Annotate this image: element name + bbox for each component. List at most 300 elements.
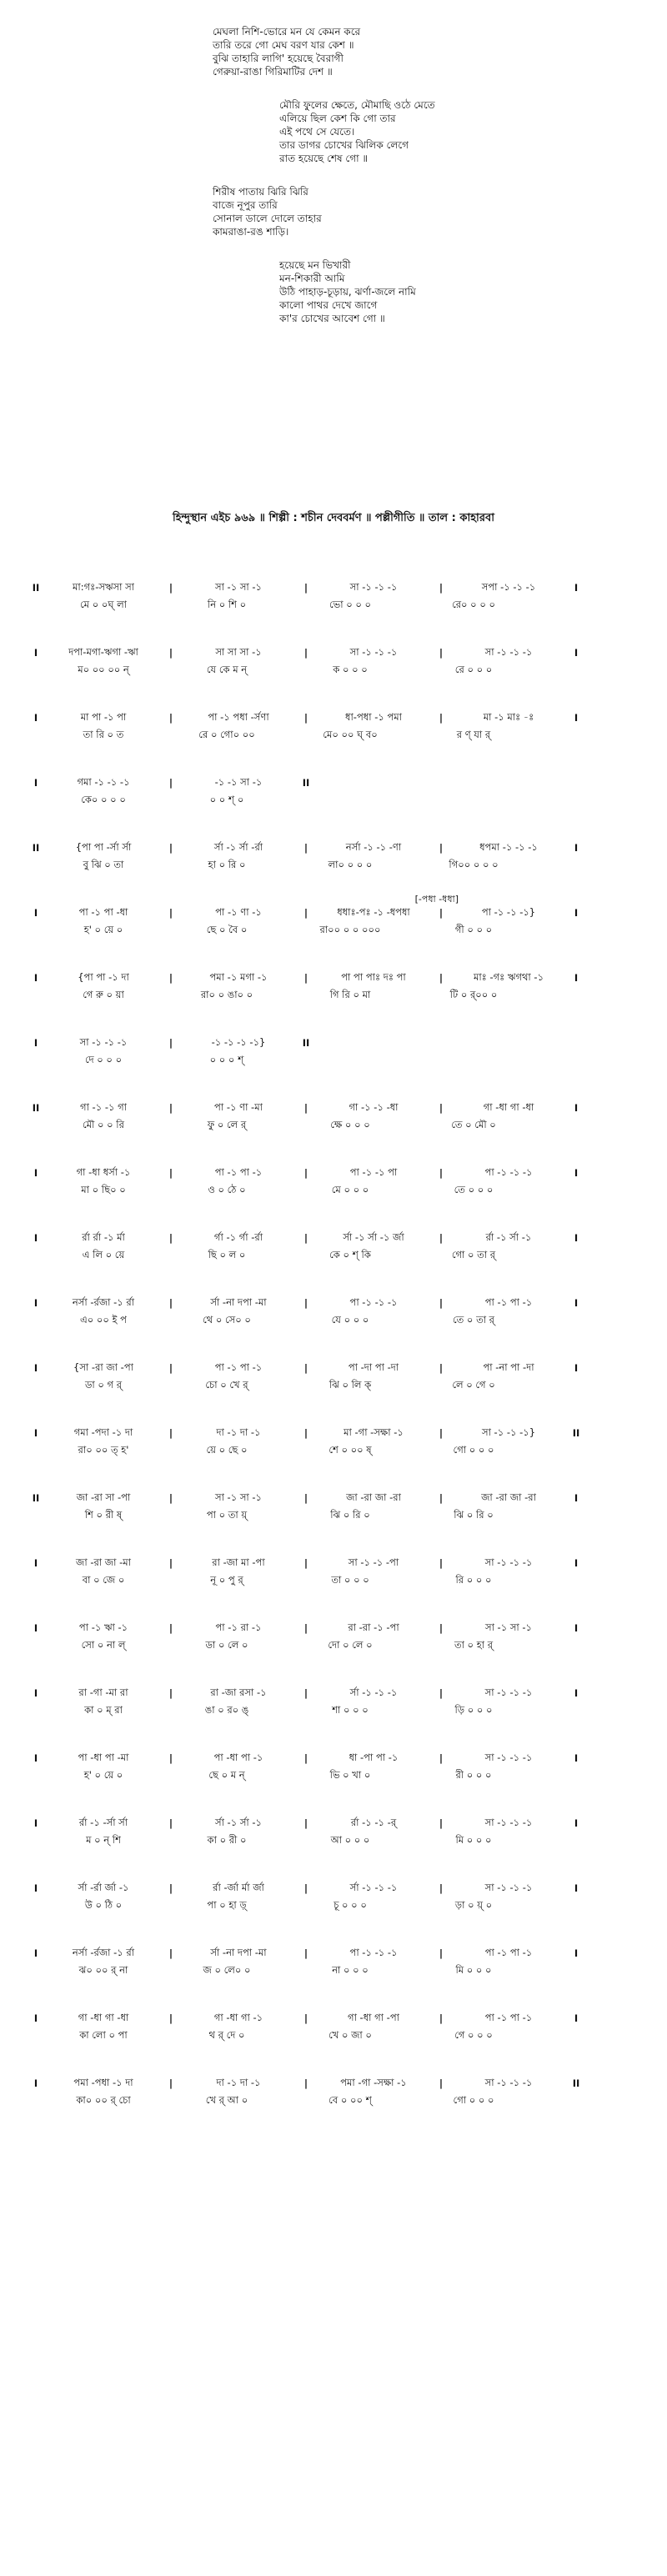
- lyric-stanza: [213, 25, 563, 78]
- beat-divider: |: [303, 647, 308, 659]
- lyrics-section: [213, 25, 563, 345]
- beat-divider: |: [439, 647, 444, 659]
- syllable-cell: রে০ ০ ০ ০: [452, 598, 495, 610]
- beat-divider: |: [439, 842, 444, 854]
- swara-cell: পা -ধা পা -১: [213, 1751, 263, 1763]
- notation-block: [0, 2006, 667, 2071]
- swara-cell: সা -১ -১ -১: [349, 580, 398, 593]
- syllable-cell: এ লি ০ য়ে: [82, 1248, 125, 1260]
- syllable-cell: কে ০ শ্ কি: [329, 1248, 371, 1260]
- beat-divider: |: [439, 1297, 444, 1309]
- lyric-line: এলিয়ে ছিল কেশ কি গো তার: [279, 113, 396, 124]
- lyric-stanza: [213, 185, 563, 238]
- swara-cell: গমা -পদা -১ দা: [73, 1426, 133, 1438]
- bar-line: I: [33, 1557, 38, 1569]
- syllable-cell: হা ০ রি ০: [208, 858, 246, 870]
- swara-cell: সা -১ -১ -১: [484, 1881, 533, 1893]
- swara-cell: র্সা -১ র্সা -১ র্জা: [343, 1230, 404, 1243]
- syllable-cell: ও ০ ঠে ০: [208, 1183, 246, 1195]
- swara-cell: গা -ধা গা -ধা: [483, 1100, 534, 1113]
- swara-cell: পা -ধা পা -মা: [78, 1751, 129, 1763]
- swara-cell: পা -১ পা -১: [484, 2011, 533, 2023]
- swara-cell: জা -রা জা -রা: [481, 1491, 536, 1503]
- swara-cell: দা -১ দা -১: [216, 1426, 261, 1438]
- swara-row: [30, 1816, 630, 1831]
- swara-row: [30, 1426, 630, 1441]
- swara-cell: পা -১ ঋা -১: [78, 1621, 128, 1633]
- syllable-cell: তা ০ ০ ০: [331, 1573, 369, 1586]
- syllable-row: [30, 1118, 630, 1133]
- bar-line: I: [574, 2012, 579, 2024]
- swara-cell: মাঃ -গঃ ঋগথা -১: [473, 970, 544, 983]
- swara-cell: পা -১ -১ -১: [349, 1946, 398, 1958]
- beat-divider: |: [168, 712, 173, 724]
- syllable-row: [30, 1833, 630, 1848]
- swara-cell: গা -ধা ধর্সা -১: [76, 1165, 131, 1178]
- notation-block: [0, 705, 667, 770]
- bar-line: I: [574, 712, 579, 724]
- swara-cell: পা -১ পা -ধা: [78, 905, 128, 918]
- swara-cell: পমা -গা -সক্ষা -১: [340, 2076, 407, 2088]
- syllable-cell: রা০০ ০ ০ ০০০: [319, 923, 381, 935]
- syllable-cell: কা ০ রী ০: [207, 1833, 247, 1846]
- syllable-cell: মা ০ ছি০ ০: [81, 1183, 126, 1195]
- syllable-cell: এ০ ০০ ই প: [80, 1313, 127, 1326]
- swara-cell: পা -দা পা -দা: [348, 1361, 399, 1373]
- swara-cell: -১ -১ সা -১: [214, 775, 263, 788]
- beat-divider: |: [439, 1947, 444, 1959]
- swara-cell: সা -১ -১ -১: [484, 1686, 533, 1698]
- lyric-line: শিরীষ পাতায় ঝিরি ঝিরি: [213, 186, 308, 198]
- notation-block: [0, 1030, 667, 1095]
- swara-cell: সা -১ -১ -১: [79, 1035, 128, 1048]
- swara-cell: র্রা র্রা -১ র্মা: [82, 1230, 125, 1243]
- beat-divider: |: [439, 1557, 444, 1569]
- bar-line: I: [33, 1037, 38, 1049]
- syllable-cell: ভো ০ ০ ০: [329, 598, 371, 610]
- bar-line: I: [33, 1882, 38, 1894]
- syllable-cell: গী ০ ০ ০: [454, 923, 493, 935]
- notation-block: [0, 1356, 667, 1421]
- syllable-cell: ড়ি ০ ০ ০: [454, 1703, 493, 1716]
- swara-cell: সা -১ -১ -১: [484, 645, 533, 658]
- notation-block: [0, 1876, 667, 1941]
- syllable-row: [30, 1248, 630, 1263]
- swara-cell: মা পা -১ পা: [80, 710, 127, 723]
- lyric-line: গেরুয়া-রাঙা গিরিমাটির দেশ ॥: [213, 66, 333, 78]
- beat-divider: |: [303, 1557, 308, 1569]
- notation-block: [0, 640, 667, 705]
- syllable-row: [30, 663, 630, 678]
- beat-divider: |: [439, 907, 444, 919]
- notation-block: [0, 1225, 667, 1291]
- bar-line: I: [574, 1362, 579, 1374]
- syllable-cell: আ ০ ০ ০: [330, 1833, 370, 1846]
- lyric-line: এই পথে সে যেতে।: [279, 126, 355, 138]
- syllable-cell: গি০০ ০ ০ ০: [449, 858, 499, 870]
- beat-divider: |: [303, 1167, 308, 1179]
- syllable-cell: ডা ০ লে ০: [205, 1638, 248, 1651]
- swara-row: [30, 1686, 630, 1701]
- swara-row: [30, 2076, 630, 2091]
- syllable-cell: জ ০ লে০ ০: [203, 1963, 251, 1976]
- syllable-cell: মে ০ ০ ০: [331, 1183, 369, 1195]
- notation-note: [-পধা -ধধা]: [414, 894, 459, 905]
- syllable-cell: রি ০ ০ ০: [455, 1573, 492, 1586]
- notation-block: [0, 1095, 667, 1160]
- beat-divider: |: [439, 972, 444, 984]
- syllable-cell: চো ০ খে র্: [205, 1378, 248, 1391]
- syllable-cell: পা ০ তা য়্: [206, 1508, 248, 1521]
- bar-line: I: [33, 907, 38, 919]
- beat-divider: |: [168, 582, 173, 594]
- beat-divider: |: [168, 2012, 173, 2024]
- syllable-cell: বু ঝি ০ তা: [83, 858, 124, 870]
- syllable-cell: ০ ০ শ্ ০: [209, 793, 244, 805]
- bar-line: I: [33, 647, 38, 659]
- swara-cell: জা -রা জা -মা: [76, 1556, 131, 1568]
- swara-cell: দা -১ দা -১: [216, 2076, 261, 2088]
- syllable-row: [30, 988, 630, 1003]
- beat-divider: |: [168, 1687, 173, 1699]
- bar-line: I: [33, 1817, 38, 1829]
- swara-cell: -১ -১ -১ -১}: [211, 1035, 266, 1048]
- swara-row: [30, 1556, 630, 1571]
- notation-block: [0, 1291, 667, 1356]
- swara-cell: পা -১ পা -১: [484, 1296, 533, 1308]
- swara-cell: র্সা -না দপা -মা: [210, 1946, 267, 1958]
- notation-block: [0, 835, 667, 900]
- beat-divider: |: [303, 1492, 308, 1504]
- swara-cell: সা -১ -১ -১: [349, 645, 398, 658]
- beat-divider: |: [168, 1297, 173, 1309]
- bar-line: I: [574, 1557, 579, 1569]
- syllable-cell: গো ০ তা র্: [451, 1248, 496, 1260]
- syllable-cell: গে ০ ০ ০: [454, 2028, 493, 2041]
- beat-divider: |: [168, 777, 173, 789]
- bar-line: I: [574, 907, 579, 919]
- syllable-cell: মি ০ ০ ০: [455, 1963, 492, 1976]
- swara-cell: নর্সা -১ -১ -ণা: [345, 840, 402, 853]
- swara-row: [30, 775, 630, 790]
- syllable-cell: রা০ ০ ঙা০ ০: [200, 988, 253, 1000]
- syllable-cell: কা লো ০ পা: [79, 2028, 128, 2041]
- bar-line: I: [574, 582, 579, 594]
- beat-divider: |: [303, 842, 308, 854]
- syllable-cell: দো ০ লে ০: [328, 1638, 373, 1651]
- swara-cell: দপা-মগা-ঋগা -ঋা: [68, 645, 138, 658]
- bar-line: I: [33, 1687, 38, 1699]
- beat-divider: |: [439, 1167, 444, 1179]
- lyric-line: বাজে নূপুর তারি: [213, 199, 278, 211]
- notation-block: [0, 1681, 667, 1746]
- swara-cell: সা -১ -১ -১}: [481, 1426, 536, 1438]
- notation-block: [0, 1941, 667, 2006]
- notation-block: [0, 575, 667, 640]
- swara-row: [30, 1296, 630, 1311]
- lyric-line: মন-শিকারী আমি: [279, 273, 345, 284]
- swara-cell: সা -১ সা -১: [214, 580, 263, 593]
- notation-block: [0, 1746, 667, 1811]
- swara-row: [30, 1230, 630, 1245]
- bar-line: I: [33, 1362, 38, 1374]
- swara-cell: পা -১ -১ -১: [349, 1296, 398, 1308]
- beat-divider: |: [168, 1102, 173, 1114]
- beat-divider: |: [168, 907, 173, 919]
- notation-block: [0, 894, 667, 965]
- beat-divider: |: [168, 1882, 173, 1894]
- beat-divider: |: [303, 1427, 308, 1439]
- swara-row: [30, 1751, 630, 1766]
- lyric-stanza: [279, 98, 563, 165]
- swara-cell: রা -গা -মা রা: [78, 1686, 128, 1698]
- bar-line: II: [32, 842, 40, 854]
- notation-block: [0, 1160, 667, 1225]
- syllable-cell: মে০ ০০ ঘ্ ব০: [323, 728, 378, 740]
- syllable-cell: যে ০ ০ ০: [331, 1313, 369, 1326]
- notation-block: [0, 965, 667, 1030]
- syllable-cell: শি ০ রী ষ্: [84, 1508, 123, 1521]
- syllable-cell: ফু ০ লে র্: [207, 1118, 247, 1130]
- lyric-line: হয়েছে মন ভিখারী: [279, 259, 351, 271]
- syllable-cell: ০ ০ ০ শ্: [209, 1053, 244, 1065]
- swara-cell: {পা পা -১ দা: [78, 970, 129, 983]
- swara-cell: র্রা -১ র্সা -১: [485, 1230, 532, 1243]
- beat-divider: |: [303, 1232, 308, 1244]
- syllable-cell: ভি ০ খা ০: [329, 1768, 371, 1781]
- swara-cell: পা -১ পা -১: [484, 1946, 533, 1958]
- beat-divider: |: [439, 712, 444, 724]
- syllable-cell: মে ০ ০ঘ্ লা: [80, 598, 127, 610]
- swara-row: [30, 1100, 630, 1115]
- lyric-line: কা'র চোখের আবেশ গো ॥: [279, 313, 385, 324]
- beat-divider: |: [168, 1947, 173, 1959]
- swara-row: [30, 1881, 630, 1896]
- notation-block: [0, 1486, 667, 1551]
- swara-cell: পা পা পাঃ দঃ পা: [341, 970, 406, 983]
- beat-divider: |: [303, 2077, 308, 2089]
- beat-divider: |: [439, 1882, 444, 1894]
- swara-cell: সা -১ -১ -১: [484, 1751, 533, 1763]
- syllable-row: [30, 858, 630, 873]
- swara-cell: র্সা -না দপা -মা: [210, 1296, 267, 1308]
- beat-divider: |: [303, 1817, 308, 1829]
- notation-block: [0, 770, 667, 835]
- beat-divider: |: [168, 972, 173, 984]
- swara-cell: পা -১ ণা -১: [215, 905, 262, 918]
- swara-cell: র্গা -১ র্গা -র্রা: [213, 1230, 263, 1243]
- lyric-line: মৌরি ফুলের ক্ষেতে, মৌমাছি ওঠে মেতে: [279, 99, 435, 111]
- swara-row: [30, 970, 630, 985]
- bar-line: I: [574, 972, 579, 984]
- beat-divider: |: [439, 1817, 444, 1829]
- syllable-row: [30, 793, 630, 808]
- syllable-cell: ডা ০ গ র্: [84, 1378, 123, 1391]
- swara-cell: সা -১ সা -১: [484, 1621, 533, 1633]
- beat-divider: |: [303, 907, 308, 919]
- syllable-cell: ঙা ০ র০ ঙ্: [204, 1703, 249, 1716]
- beat-divider: |: [168, 2077, 173, 2089]
- swara-cell: জা -রা জা -রা: [346, 1491, 401, 1503]
- syllable-cell: কে০ ০ ০ ০: [81, 793, 126, 805]
- syllable-cell: য়ে ০ ছে ০: [206, 1443, 248, 1456]
- syllable-row: [30, 1183, 630, 1198]
- swara-row: [30, 1621, 630, 1636]
- lyric-line: সোনাল ডালে দোলে তাহার: [213, 213, 322, 224]
- swara-cell: সা -১ সা -১: [214, 1491, 263, 1503]
- swara-row: [30, 1491, 630, 1506]
- bar-line: I: [574, 1102, 579, 1114]
- syllable-row: [30, 2093, 630, 2108]
- swara-cell: রা -জা রসা -১: [210, 1686, 267, 1698]
- swara-cell: র্রা -১ -১ -র্: [350, 1816, 397, 1828]
- swara-row: [30, 1035, 630, 1050]
- swara-cell: পা -১ পা -১: [214, 1361, 263, 1373]
- swara-cell: রা -জা মা -পা: [212, 1556, 265, 1568]
- syllable-cell: না ০ ০ ০: [332, 1963, 369, 1976]
- bar-line: II: [572, 2077, 580, 2089]
- syllable-cell: নূ ০ পু র্: [210, 1573, 243, 1586]
- swara-cell: পা -১ রা -১: [215, 1621, 262, 1633]
- swara-cell: পমা -পধা -১ দা: [73, 2076, 133, 2088]
- syllable-cell: শে ০ ০০ ষ্: [328, 1443, 372, 1456]
- syllable-row: [30, 1378, 630, 1393]
- bar-line: I: [33, 712, 38, 724]
- swara-cell: র্সা -১ -১ -১: [349, 1686, 398, 1698]
- bar-line: I: [33, 777, 38, 789]
- swara-cell: নর্সা -র্রজা -১ র্রা: [72, 1946, 135, 1958]
- swara-cell: গা -১ -১ গা: [80, 1100, 127, 1113]
- swara-cell: র্সা -১ র্সা -১: [214, 1816, 263, 1828]
- swara-cell: ধপমা -১ -১ -১: [479, 840, 538, 853]
- beat-divider: |: [168, 1492, 173, 1504]
- syllable-cell: পা ০ হা ড়্: [207, 1898, 247, 1911]
- syllable-cell: সো ০ না ল্: [81, 1638, 126, 1651]
- swara-cell: সপা -১ -১ -১: [481, 580, 536, 593]
- swara-row: [30, 2011, 630, 2026]
- syllable-cell: ঝি ০ লি ক্: [328, 1378, 372, 1391]
- syllable-row: [30, 1313, 630, 1328]
- beat-divider: |: [168, 1557, 173, 1569]
- syllable-row: [30, 2028, 630, 2043]
- syllable-cell: তে ০ মৌ ০: [451, 1118, 496, 1130]
- syllable-cell: তে ০ তা র্: [452, 1313, 495, 1326]
- syllable-cell: ম ০ ন্ শি: [86, 1833, 121, 1846]
- swara-cell: র্সা -র্রা র্জা -১: [78, 1881, 129, 1893]
- bar-line: I: [574, 1947, 579, 1959]
- swara-cell: গা -ধা গা -১: [213, 2011, 263, 2023]
- swara-cell: র্সা -১ -১ -১: [349, 1881, 398, 1893]
- beat-divider: |: [168, 1622, 173, 1634]
- beat-divider: |: [439, 1362, 444, 1374]
- bar-line: I: [33, 972, 38, 984]
- bar-line: II: [32, 582, 40, 594]
- lyric-line: কামরাঙা-রঙ শাড়ি।: [213, 226, 289, 238]
- syllable-cell: থ র্ দে ০: [208, 2028, 245, 2041]
- bar-line: I: [574, 1882, 579, 1894]
- beat-divider: |: [439, 2077, 444, 2089]
- syllable-cell: ক্ষে ০ ০ ০: [330, 1118, 370, 1130]
- bar-line: I: [574, 1297, 579, 1309]
- syllable-cell: খে ০ জা ০: [328, 2028, 372, 2041]
- swara-cell: ধা-পধা -১ পমা: [345, 710, 402, 723]
- lyric-line: বুঝি তাহারি লাগি' হয়েছে বৈরাগী: [213, 53, 344, 64]
- bar-line: I: [574, 1817, 579, 1829]
- bar-line: I: [33, 1622, 38, 1634]
- song-header: হিন্দুস্থান এইচ ৯৬৯ ॥ শিল্পী : শচীন দেববর্মণ ॥ পল্লীগীতি ॥ তাল : কাহারবা: [173, 512, 494, 524]
- beat-divider: |: [303, 1622, 308, 1634]
- beat-divider: |: [439, 1752, 444, 1764]
- lyric-line: তার ডাগর চোখের ঝিলিক লেগে: [279, 139, 409, 151]
- swara-cell: গা -ধা গা -পা: [348, 2011, 399, 2023]
- syllable-row: [30, 1768, 630, 1783]
- swara-cell: সা সা সা -১: [215, 645, 262, 658]
- bar-line: I: [574, 1687, 579, 1699]
- swara-row: [30, 905, 630, 920]
- swara-cell: মা -১ মাঃ -ঃ: [483, 710, 534, 723]
- syllable-cell: গে রু ০ য়া: [83, 988, 124, 1000]
- beat-divider: |: [168, 1167, 173, 1179]
- syllable-cell: রে ০ গো০ ০০: [198, 728, 255, 740]
- syllable-row: [30, 1703, 630, 1718]
- beat-divider: |: [439, 582, 444, 594]
- bar-line: I: [574, 1492, 579, 1504]
- lyric-line: কালো পাথর দেখে জাগে: [279, 299, 378, 311]
- syllable-cell: রা০ ০০ ত্ হ': [78, 1443, 129, 1456]
- bar-line: I: [33, 1947, 38, 1959]
- swara-cell: {সা -রা জা -পা: [73, 1361, 133, 1373]
- syllable-row: [30, 1638, 630, 1653]
- swara-cell: পা -১ পা -১: [214, 1165, 263, 1178]
- syllable-cell: থে ০ সে০ ০: [203, 1313, 251, 1326]
- syllable-cell: কা ০ ম্ রা: [84, 1703, 123, 1716]
- swara-cell: ধা -পা পা -১: [349, 1751, 399, 1763]
- syllable-cell: তা রি ০ ত: [83, 728, 124, 740]
- notation-block: [0, 2071, 667, 2136]
- beat-divider: |: [168, 1362, 173, 1374]
- swara-cell: সা -১ -১ -পা: [348, 1556, 399, 1568]
- bar-line: I: [574, 1752, 579, 1764]
- bar-line: II: [572, 1427, 580, 1439]
- beat-divider: |: [439, 1427, 444, 1439]
- lyric-line: তারি তরে গো মেঘ বরণ যার কেশ ॥: [213, 39, 354, 51]
- bar-line: I: [574, 1232, 579, 1244]
- beat-divider: |: [303, 1882, 308, 1894]
- syllable-row: [30, 728, 630, 743]
- syllable-row: [30, 923, 630, 938]
- swara-cell: মা:গঃ-সঋসা সা: [72, 580, 135, 593]
- syllable-cell: ছে ০ বৈ ০: [206, 923, 248, 935]
- beat-divider: |: [168, 842, 173, 854]
- syllable-cell: উ ০ ঠি ০: [84, 1898, 123, 1911]
- beat-divider: |: [168, 647, 173, 659]
- beat-divider: |: [439, 1622, 444, 1634]
- bar-line: I: [574, 842, 579, 854]
- swara-cell: মা -গা -সক্ষা -১: [344, 1426, 404, 1438]
- beat-divider: |: [303, 1687, 308, 1699]
- swara-cell: সা -১ -১ -১: [484, 2076, 533, 2088]
- bar-line: I: [33, 1297, 38, 1309]
- syllable-cell: শা ০ ০ ০: [332, 1703, 369, 1716]
- bar-line: I: [33, 2012, 38, 2024]
- syllable-cell: খে র্ আ ০: [205, 2093, 248, 2106]
- swara-cell: গা -১ -১ -ধা: [349, 1100, 399, 1113]
- syllable-cell: হ' ০ য়ে ০: [83, 923, 123, 935]
- beat-divider: |: [303, 1947, 308, 1959]
- syllable-cell: ছে ০ ম ন্: [208, 1768, 245, 1781]
- beat-divider: |: [439, 2012, 444, 2024]
- syllable-cell: ক ০ ০ ০: [333, 663, 368, 675]
